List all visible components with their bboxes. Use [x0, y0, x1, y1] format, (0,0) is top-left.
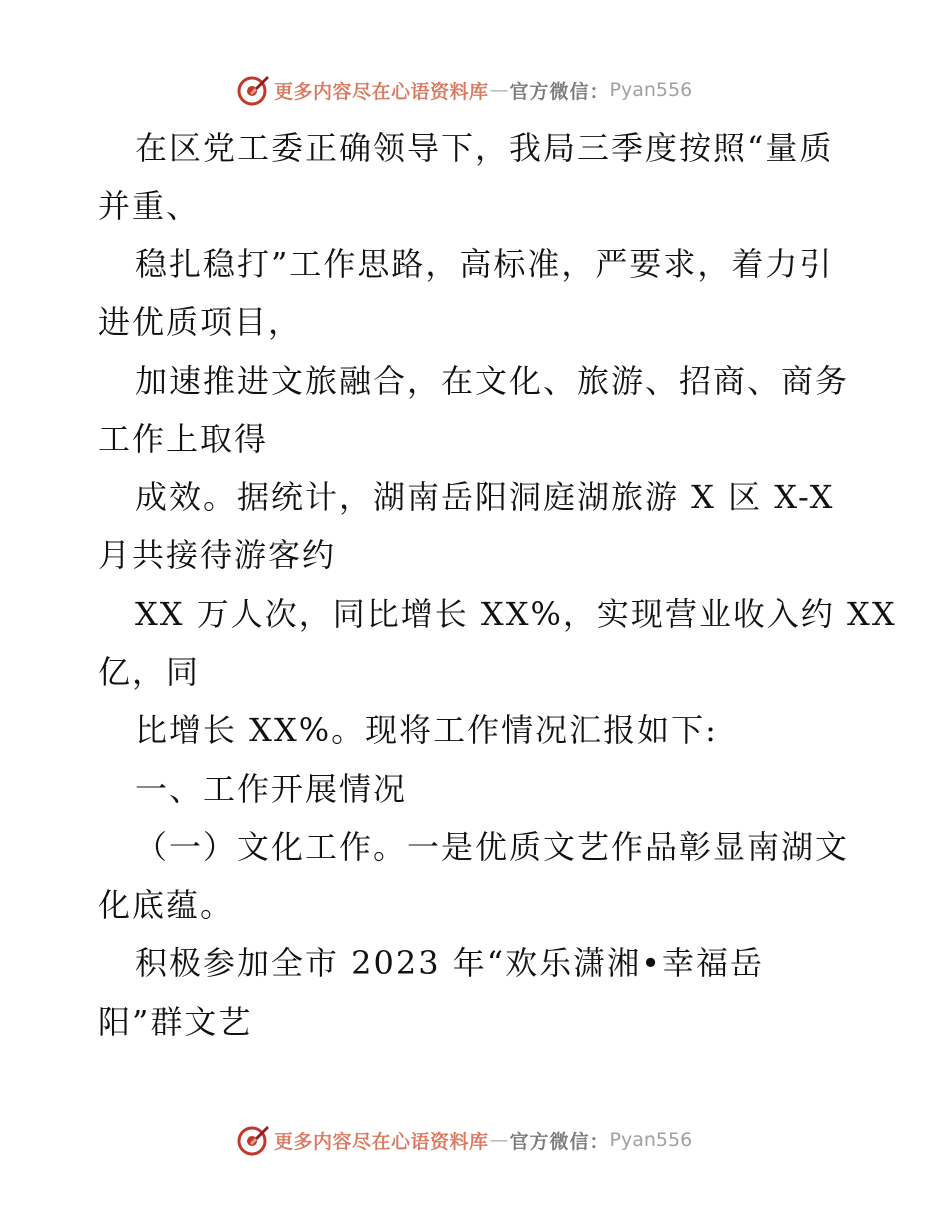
section-heading: 一、工作开展情况 [135, 770, 408, 808]
text-line: 化底蕴。 [98, 886, 235, 924]
text-line: 在区党工委正确领导下，我局三季度按照“量质 [135, 129, 834, 167]
footer-watermark [236, 1120, 692, 1160]
header-watermark [236, 70, 692, 110]
watermark-label: 官方微信： [509, 1130, 610, 1153]
text-line: 成效。据统计，湖南岳阳洞庭湖旅游 X 区 X-X [135, 478, 835, 516]
pen-logo-icon [236, 1123, 270, 1157]
text-line: 亿，同 [98, 653, 201, 691]
watermark-label: 官方微信： [509, 80, 610, 103]
watermark-brand: 更多内容尽在心语资料库 [274, 1130, 489, 1153]
watermark-account: Pyan556 [609, 79, 693, 101]
watermark-brand: 更多内容尽在心语资料库 [274, 80, 489, 103]
text-line: 进优质项目， [98, 303, 303, 341]
pen-logo-icon [236, 73, 270, 107]
watermark-account: Pyan556 [609, 1129, 693, 1151]
text-line: 稳扎稳打”工作思路，高标准，严要求，着力引 [135, 245, 834, 283]
watermark-separator: — [489, 1129, 509, 1151]
text-line: XX 万人次，同比增长 XX%，实现营业收入约 XX [135, 595, 897, 633]
text-line: （一）文化工作。一是优质文艺作品彰显南湖文 [135, 828, 850, 866]
watermark-separator: — [489, 79, 509, 101]
text-line: 月共接待游客约 [98, 536, 337, 574]
text-line: 并重、 [98, 187, 201, 225]
text-line: 比增长 XX%。现将工作情况汇报如下: [135, 711, 718, 749]
text-line: 工作上取得 [98, 420, 269, 458]
text-line: 加速推进文旅融合，在文化、旅游、招商、商务 [135, 362, 850, 400]
text-line: 积极参加全市 2023 年“欢乐潇湘•幸福岳 [135, 944, 765, 982]
text-line: 阳”群文艺 [98, 1003, 253, 1041]
